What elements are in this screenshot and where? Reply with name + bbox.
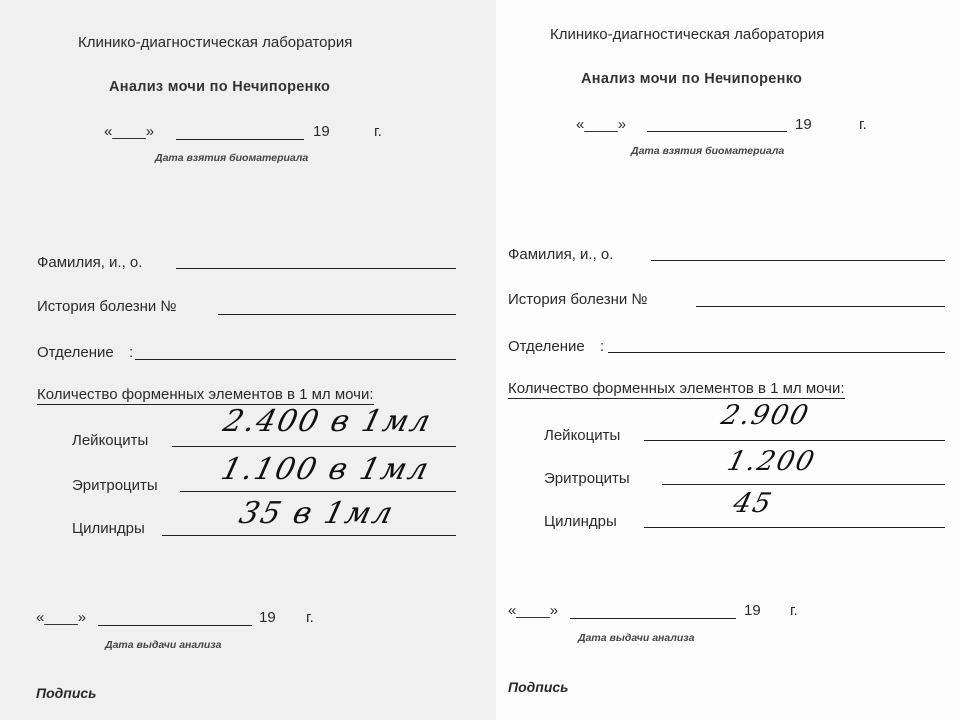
- signature-label: Подпись: [508, 679, 569, 695]
- department-label: Отделение: [37, 344, 114, 361]
- count-heading: Количество форменных элементов в 1 мл мочи:: [37, 386, 374, 403]
- full-name-line: [651, 260, 945, 261]
- full-name-label: Фамилия, и., о.: [37, 254, 143, 271]
- lab-name: Клинико-диагностическая лаборатория: [550, 26, 825, 43]
- date-taken-year: 19: [795, 116, 812, 133]
- history-label: История болезни №: [37, 298, 177, 315]
- erythrocytes-label: Эритроциты: [72, 477, 158, 494]
- date-issued-caption: Дата выдачи анализа: [578, 632, 695, 644]
- leukocytes-line: [644, 440, 945, 441]
- cylinders-label: Цилиндры: [544, 513, 617, 530]
- date-issued-month-line: [98, 625, 252, 626]
- leukocytes-label: Лейкоциты: [72, 432, 149, 449]
- date-taken-month-line: [176, 139, 304, 140]
- date-issued-g: г.: [790, 602, 798, 619]
- erythrocytes-line: [662, 484, 945, 485]
- department-colon: :: [600, 338, 605, 355]
- full-name-line: [176, 268, 456, 269]
- date-issued-caption: Дата выдачи анализа: [105, 639, 222, 651]
- date-taken-month-line: [647, 131, 787, 132]
- date-taken-year: 19: [313, 123, 330, 140]
- leukocytes-handwritten-value: 2.900: [718, 400, 814, 431]
- history-line: [218, 314, 456, 315]
- department-colon: :: [129, 344, 134, 361]
- analysis-form-right: [496, 0, 960, 720]
- form-title: Анализ мочи по Нечипоренко: [581, 71, 803, 87]
- erythrocytes-label: Эритроциты: [544, 470, 630, 487]
- date-taken-caption: Дата взятия биоматериала: [631, 145, 785, 157]
- history-line: [696, 306, 945, 307]
- form-title: Анализ мочи по Нечипоренко: [109, 79, 331, 95]
- date-taken-caption: Дата взятия биоматериала: [155, 152, 309, 164]
- erythrocytes-line: [180, 491, 456, 492]
- leukocytes-line: [172, 446, 456, 447]
- department-line: [135, 359, 456, 360]
- cylinders-handwritten-value: 45: [730, 488, 777, 519]
- cylinders-label: Цилиндры: [72, 520, 145, 537]
- date-issued-year: 19: [259, 609, 276, 626]
- department-label: Отделение: [508, 338, 585, 355]
- date-taken-g: г.: [859, 116, 867, 133]
- department-line: [608, 352, 945, 353]
- cylinders-line: [644, 527, 945, 528]
- leukocytes-handwritten-value: 2.400 в 1мл: [219, 404, 436, 439]
- date-taken-day: «____»: [576, 116, 627, 133]
- leukocytes-label: Лейкоциты: [544, 427, 621, 444]
- signature-label: Подпись: [36, 685, 97, 701]
- date-issued-g: г.: [306, 609, 314, 626]
- date-taken-day: «____»: [104, 123, 155, 140]
- count-heading: Количество форменных элементов в 1 мл мочи:: [508, 380, 845, 397]
- date-taken-g: г.: [374, 123, 382, 140]
- cylinders-handwritten-value: 35 в 1мл: [235, 496, 399, 531]
- cylinders-line: [162, 535, 456, 536]
- history-label: История болезни №: [508, 291, 648, 308]
- full-name-label: Фамилия, и., о.: [508, 246, 614, 263]
- date-issued-day: «____»: [508, 602, 559, 619]
- date-issued-month-line: [570, 618, 736, 619]
- lab-name: Клинико-диагностическая лаборатория: [78, 34, 353, 51]
- erythrocytes-handwritten-value: 1.200: [724, 446, 820, 477]
- date-issued-year: 19: [744, 602, 761, 619]
- date-issued-day: «____»: [36, 609, 87, 626]
- erythrocytes-handwritten-value: 1.100 в 1мл: [217, 452, 434, 487]
